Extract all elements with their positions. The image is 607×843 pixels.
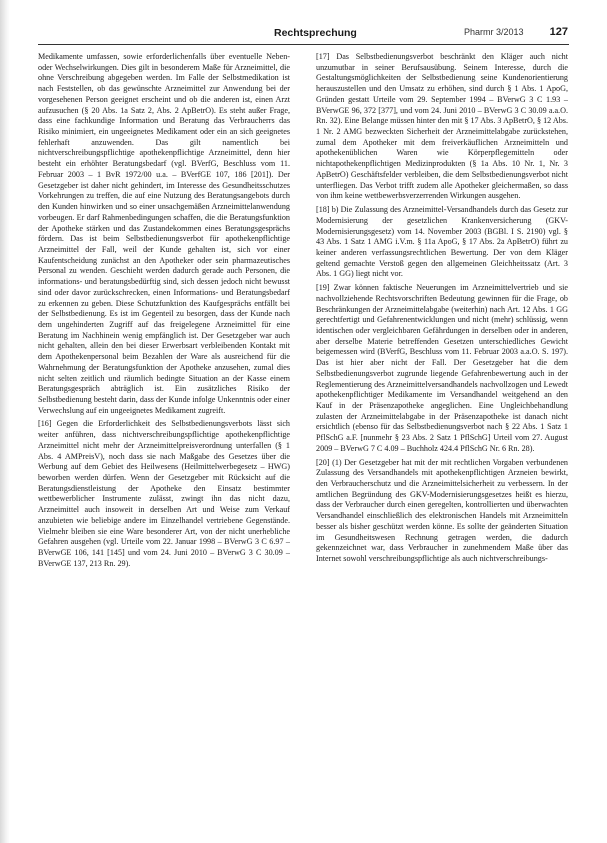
- paragraph: Medikamente umfassen, sowie erforderlichenfalls über eventuelle Neben- oder Wechselwirkungen. Dies gilt in besonderem Maße für Arzneimittel, die ohne Verschreibung abgegeben werden. Im Falle der Selbstmedikation ist nach Feststellen, ob das gewünschte Arzneimittel zur Anwendung bei der vorgesehenen Person geeignet erscheint und ob die anderen ist, einen Arzt aufzusuchen (§ 20 Abs. 1a Satz 2, Abs. 2 ApBetrO). Es steht außer Frage, dass eine fachkundige Information und Beratung das Verbraucherrs das Risiko minimiert, ein ungeeignetes Medikament oder ein an sich geeignetes fehlerhaft anzuwenden. Das gilt namentlich bei nichtverschreibungspflichtige apothekenpflichtige Arzneimittel, denn hier besteht ein erhöhter Beratungsbedarf (vgl. BVerfG, Beschluss vom 11. Februar 2003 – 1 BvR 1972/00 u.a. – BVerfGE 107, 186 [201]). Der Gesetzgeber ist daher nicht gehindert, im Interesse des Gesundheitsschutzes Vorkehrungen zu treffen, die auf eine Nutzung des Beratungsangebots durch den Kunden hinwirken und so einer unsachgemäßen Arzneimittelanwendung vorbeugen. Er darf Rahmenbedingungen schaffen, die die Beratungsfunktion der Apotheke stärken und das Zustandekommen eines Beratungsgesprächs fördern. Das ist beim Selbstbedienungsverbot für apothekenpflichtige Arzneimittel der Fall, weil der Kunde gehalten ist, sich vor einer Kaufentscheidung zunächst an den Apotheker oder sein pharmazeutisches Personal zu wenden. Geschieht werden dadurch gerade auch Personen, die informations- und beratungsbedürftig sind, sich dessen jedoch nicht bewusst sind oder davor zurückschrecken, einen Informations- und Beratungsbedarf zu erkennen zu geben. Diese Schutzfunktion des Kaufgesprächs entfällt bei der Selbstbedienung. Es ist im Gegenteil zu besorgen, dass der Kunde nach dem ungehinderten Zugriff auf das freigelegene Arzneimittel für eine Beratung im Nachhinein wenig empfänglich ist. Der Gesetzgeber war auch nicht gehalten, allein den bei dieser Erwerbsart verbleibenden Kontakt mit dem Apothekenpersonal beim Bezahlen der Ware als ausreichend für die Wahrnehmung der Beratungsfunktion der Apotheke anzusehen, zumal dies nicht selten zeitlich und räumlich bedingte Situation an der Kasse einem Beratungsgespräch abträglich ist. Ein zusätzliches Risiko der Selbstbedienung besteht darin, dass der Kunde infolge Unkenntnis oder einer Verwechslung auf ein ungeeignetes Medikament zugreift.: [38, 52, 290, 415]
- paragraph: [20] (1) Der Gesetzgeber hat mit der mit rechtlichen Vorgaben verbundenen Zulassung des Versandhandels mit apothekenpflichtigen Arzneien bewirkt, den Verbraucherschutz und die Arzneimittelsicherheit zu verbessern. In der amtlichen Begründung des GKV-Modernisierungsgesetzes heißt es hierzu, dass der Verbraucher durch einen geregelten, kontrollierten und überwachten Versandhandel einschließlich des elektronischen Handels mit Arzneimitteln besser als bisher geschützt werden könne. Es sollte der geänderten Situation im Gesundheitswesen Rechnung getragen werden, die dadurch gekennzeichnet war, dass Verbraucher in zunehmendem Maße über das Internet sowohl verschreibungspflichtige als auch nichtverschreibungs-: [316, 457, 568, 564]
- journal-issue: Pharmr 3/2013: [464, 27, 524, 37]
- running-header: [274, 27, 568, 41]
- paragraph: [18] b) Die Zulassung des Arzneimittel-Versandhandels durch das Gesetz zur Modernisierung der gesetzlichen Krankenversicherung (GKV-Modernisierungsgesetz) vom 14. November 2003 (BGBl. I S. 2190) vgl. § 43 Abs. 1 Satz 1 AMG i.V.m. § 11a ApoG, § 17 Abs. 2a ApBetrO) führt zu keiner anderen verfassungsrechtlichen Bewertung. Der von dem Kläger geltend gemachte Verstoß gegen den allgemeinen Gleichheitssatz (Art. 3 Abs. 1 GG) liegt nicht vor.: [316, 205, 568, 279]
- paragraph: [19] Zwar können faktische Neuerungen im Arzneimittelvertrieb und sie nachvollziehende Rechtsvorschriften Bedeutung gewinnen für die Frage, ob Beschränkungen der Arzneimittelabgabe (weiterhin) nach Art. 12 Abs. 1 GG gerechtfertigt und Gefahrenentwicklungen und nicht (mehr) schlüssig, wenn identischen oder vergleichbaren Gefährdungen in derselben oder in anderen, aber derselbe Materie betreffenden Gesetzen unterschiedliches Gewicht beigemessen wird (BVerfG, Beschluss vom 11. Februar 2003 a.a.O. S. 197). Das ist hier aber nicht der Fall. Der Gesetzgeber hat die dem Selbstbedienungsverbot zugrunde liegende Gefahrenbewertung auch in der Reglementierung des Arzneimittelversandhandels nachvollzogen und Lewedt apothekenpflichtiger Medikamente im Versandhandel weitgehend an den Kauf in der Präsenzapotheke angeglichen. Eine Ungleichbehandlung zulasten der Arzneimittelabgabe in der Präsenzapotheke ist danach nicht ersichtlich (ebenso für das Selbstbedienungsverbot nach § 22 Abs. 1 Satz 1 PflSchG a.F. [nunmehr § 23 Abs. 2 Satz 1 PflSchG] Urteil vom 27. August 2009 – BVerwG 7 C 4.09 – Buchholz 424.4 PflSchG Nr. 6 Rn. 28).: [316, 283, 568, 453]
- page-number: 127: [549, 26, 568, 38]
- paragraph: [17] Das Selbstbedienungsverbot beschränkt den Kläger auch nicht unzumutbar in seiner Berufsausübung. Seinem Interesse, durch die Gestaltungsmöglichkeiten der Selbstbedienung seine Kundenorientierung herauszustellen und den Umsatz zu erhöhen, sind durch § 1 Abs. 1 ApoG, Gründen gestatt Urteile vom 29. September 1994 – BVerwG 3 C 1.93 – BVerwGE 96, 372 [377], und vom 24. Juni 2010 – BVerwG 3 C 30.09 a.a.O. Rn. 32). Eine Belange müssen hinter den mit § 17 Abs. 3 ApBetrO, § 12 Abs. 1 Nr. 2 AMG bezweckten Sicherheit der Arzneimittelabgabe zurückstehen, zumal dem Apotheker mit dem freiverkäuflichen Arzneimitteln und apothekenüblichen Waren wie Körperpflegemitteln oder nichtapothekenpflichtigen Medizinprodukten (§ 1a Abs. 10 Nr. 1, Nr. 3 ApBetrO) Geschäftsfelder verbleiben, die dem Selbstbedienungsverbot nicht unterfliegen. Das Verbot trifft zudem alle Apotheker gleichermaßen, so dass von ihm keine wettbewerbsverzerrenden Wirkungen ausgehen.: [316, 52, 568, 201]
- header-rule: [38, 44, 569, 45]
- left-column: [38, 52, 290, 573]
- scan-page-edge: [0, 0, 10, 843]
- right-column: [316, 52, 568, 568]
- section-title: Rechtsprechung: [274, 27, 357, 39]
- paragraph: [16] Gegen die Erforderlichkeit des Selbstbedienungsverbots lässt sich weiter anführen, dass nichtverschreibungspflichtige apothekenpflichtige Arzneimittel nicht mehr der Arzneimittelpreisverordnung unterfallen (§ 1 Abs. 4 AMPreisV), noch dass sie nach Maßgabe des Gesetzes über die Werbung auf dem Gebiet des Heilwesens (Heilmittelwerbegesetz – HWG) beworben werden dürfen. Wenn der Gesetzgeber mit Rücksicht auf die Beratungsdienstleistung der Apotheke den Einsatz bestimmter wettbewerblicher Instrumente zulässt, zwingt ihn das nicht dazu, Arzneimittel auch insoweit in derselben Art und Weise zum Verkauf anzubieten wie beliebige andere im Einzelhandel vertriebene Gegenstände. Vielmehr bleiben sie eine Ware besonderer Art, von der nicht unerhebliche Gefahren ausgehen (vgl. Urteile vom 22. Januar 1998 – BVerwG 3 C 6.97 – BVerwGE 106, 141 [145] und vom 24. Juni 2010 – BVerwG 3 C 30.09 – BVerwGE 137, 213 Rn. 29).: [38, 419, 290, 568]
